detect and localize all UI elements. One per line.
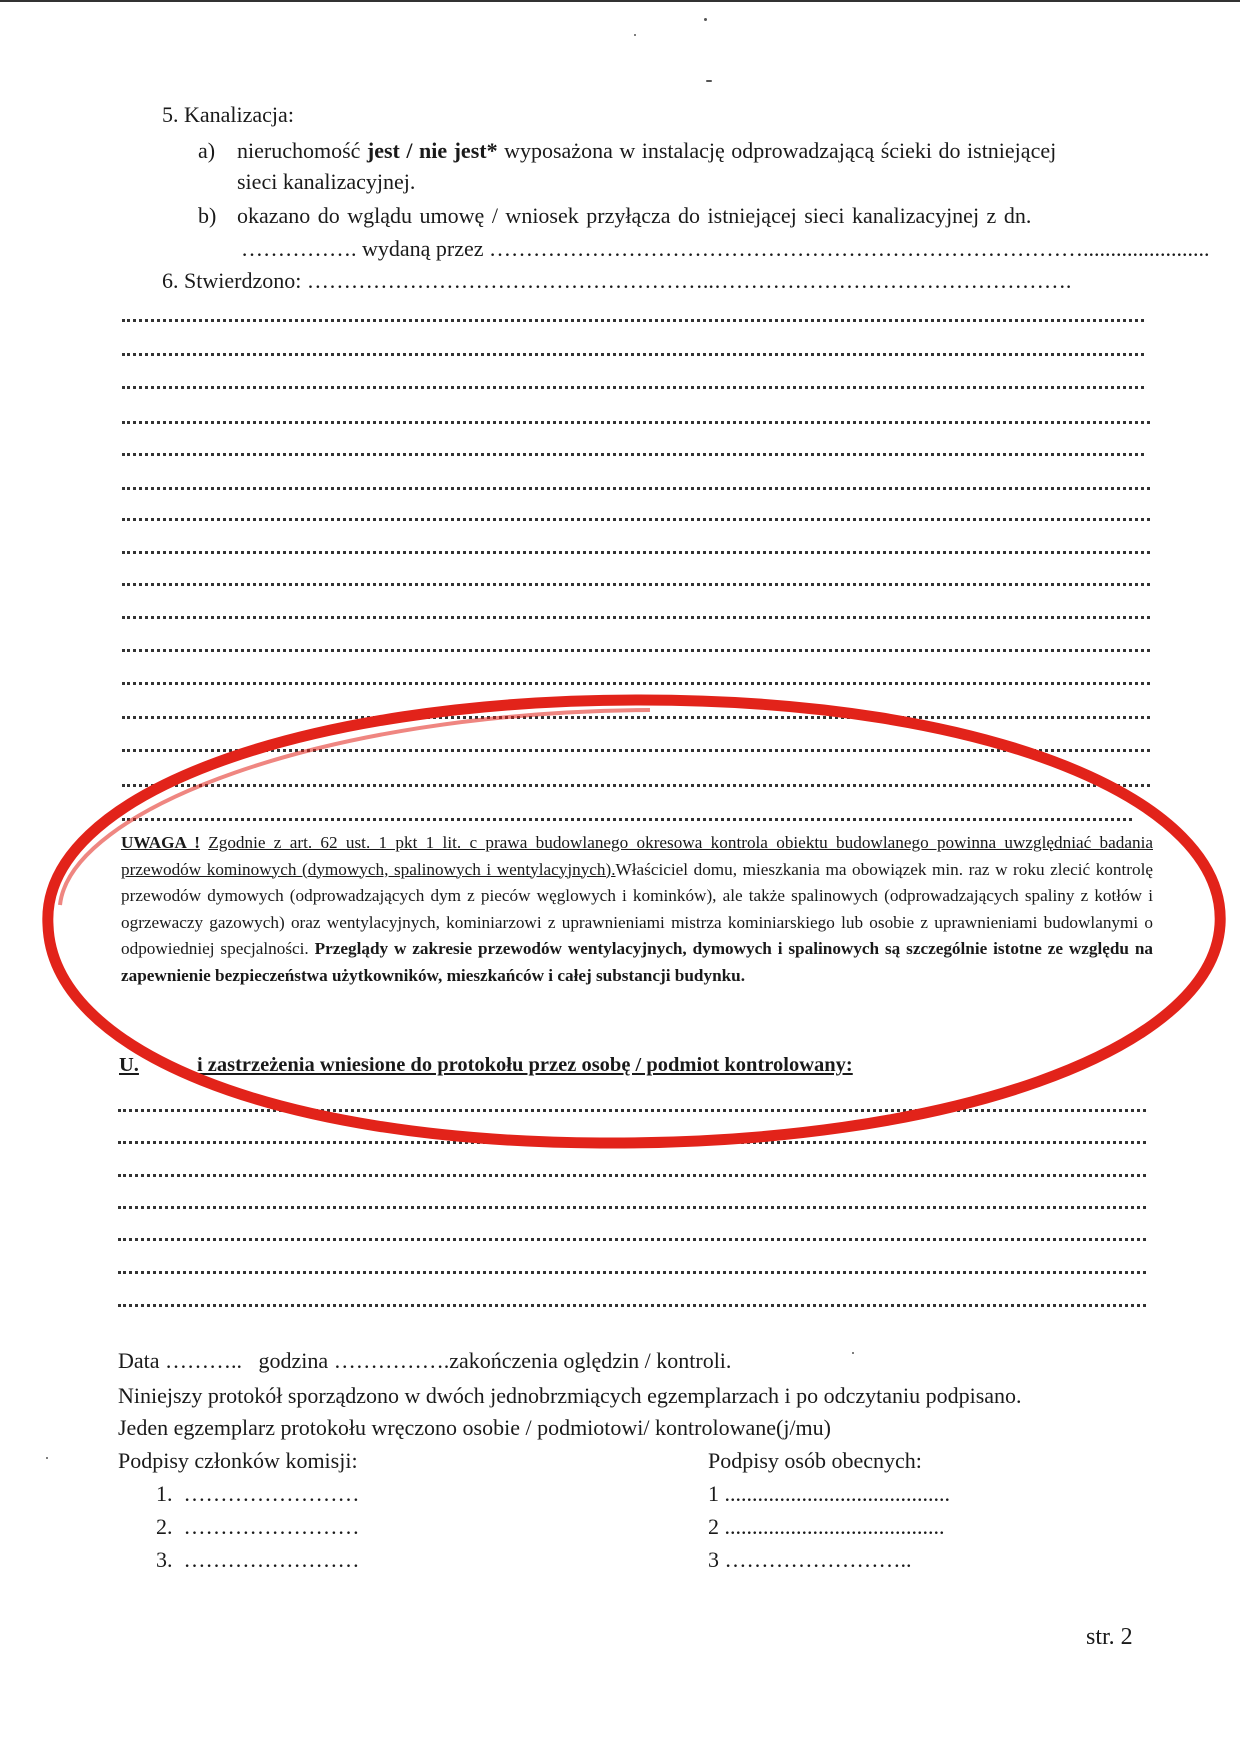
remarks-heading-fragment: U. (119, 1054, 139, 1076)
findings-line (122, 815, 1132, 821)
issuer-dots: ………………………………………………………………………....................... (489, 236, 1210, 261)
findings-line (122, 484, 1150, 490)
scan-speck (704, 18, 707, 21)
section6-heading: 6. Stwierdzono: (162, 268, 302, 293)
item-b-line2 (241, 236, 1210, 262)
commission-signature-line: 2. …………………… (156, 1514, 360, 1539)
godzina-dots: ……………. (333, 1348, 450, 1373)
uwaga-notice (121, 830, 1153, 989)
item-a-text-pre: nieruchomość (237, 138, 361, 163)
date-dots: ……………. (241, 236, 357, 261)
scan-speck (852, 1352, 854, 1354)
scan-speck (706, 80, 712, 82)
findings-line (122, 613, 1150, 619)
findings-line (122, 746, 1150, 752)
data-label: Data (118, 1348, 160, 1373)
remarks-line (118, 1106, 1146, 1112)
findings-line (122, 679, 1150, 685)
present-signature-line: 1 ......................................... (708, 1481, 950, 1506)
findings-line (122, 450, 1144, 456)
legal-basis-text: Zgodnie z art. 62 ust. 1 pkt 1 lit. c prawa budowlanego okresowa kontrola obiektu budowlanego powinna uwzględniać badania przewodów kominowych (dymowych, spalinowych i wentylacyjnych). (121, 833, 1153, 879)
item-b-label: b) (198, 203, 217, 228)
item-b-line1: okazano do wglądu umowę / wniosek przyłącza do istniejącej sieci kanalizacyjnej z dn. (237, 203, 1032, 228)
present-signatures-label: Podpisy osób obecnych: (708, 1448, 922, 1473)
section6-line (162, 268, 1071, 294)
commission-signatures-label: Podpisy członków komisji: (118, 1448, 358, 1473)
findings-line (122, 548, 1150, 554)
date-time-line (118, 1348, 731, 1374)
remarks-line (118, 1171, 1146, 1177)
remarks-line (118, 1268, 1146, 1274)
present-signature-line: 2 ........................................ (708, 1514, 945, 1539)
findings-line (122, 383, 1144, 389)
item-a-line2: sieci kanalizacyjnej. (237, 169, 416, 194)
data-dots: ……….. (165, 1348, 243, 1373)
end-text: zakończenia oględzin / kontroli. (449, 1348, 732, 1373)
findings-dots: ………………………………………………..…………………………………………. (306, 268, 1072, 293)
remarks-line (118, 1138, 1146, 1144)
issued-by-label: wydaną przez (362, 236, 484, 261)
owner-duty-text: Właściciel domu, mieszkania ma obowiązek min. raz w roku zlecić kontrolę przewodów dymowych (odprowadzających dym z pieców węglowych i kominków), ale także spalinowych (odprowadzających spaliny z kotłów i ogrzewaczy gazowych) oraz wentylacyjnych, kominiarzowi z uprawnieniami mistrza kominiarskiego lub osobie z uprawnieniami budowlanymi o odpowiedniej specjalności. (121, 859, 1153, 958)
godzina-label: godzina (258, 1348, 329, 1373)
findings-line (122, 418, 1150, 424)
section5-heading: 5. Kanalizacja: (162, 102, 294, 127)
remarks-heading-text: i zastrzeżenia wniesione do protokołu przez osobę / podmiot kontrolowany: (196, 1054, 853, 1076)
item-a-text-post: wyposażona w instalację odprowadzającą ścieki do istniejącej (504, 138, 1057, 163)
findings-line (122, 781, 1150, 787)
findings-line (122, 646, 1150, 652)
uwaga-label: UWAGA ! (121, 833, 200, 852)
scan-speck (634, 34, 636, 36)
commission-signature-line: 1. …………………… (156, 1481, 360, 1506)
findings-line (122, 316, 1144, 322)
remarks-line (118, 1301, 1146, 1307)
remarks-line (118, 1235, 1146, 1241)
commission-signature-line: 3. …………………… (156, 1547, 360, 1572)
item-a-label: a) (198, 138, 216, 163)
present-signature-line: 3 …………………….. (708, 1547, 912, 1572)
page-number: str. 2 (1086, 1624, 1133, 1650)
importance-text: Przeglądy w zakresie przewodów wentylacyjnych, dymowych i spalinowych są szczególnie istotne ze względu na zapewnienie bezpieczeństwa użytkowników, mieszkańców i całej substancji budynku. (121, 939, 1154, 985)
jest-nie-jest-choice: jest / nie jest* (366, 138, 498, 163)
item-a-line1 (237, 138, 1056, 164)
scan-speck (46, 1457, 48, 1459)
findings-line (122, 350, 1144, 356)
findings-line (122, 515, 1150, 521)
remarks-heading (119, 1054, 853, 1077)
findings-line (122, 580, 1150, 586)
copies-sentence: Niniejszy protokół sporządzono w dwóch jednobrzmiących egzemplarzach i po odczytaniu podpisano. (118, 1383, 1022, 1408)
findings-line (122, 713, 1150, 719)
remarks-line (118, 1203, 1146, 1209)
handover-sentence: Jeden egzemplarz protokołu wręczono osobie / podmiotowi/ kontrolowane(j/mu) (118, 1415, 831, 1440)
scan-top-edge (0, 0, 1240, 2)
